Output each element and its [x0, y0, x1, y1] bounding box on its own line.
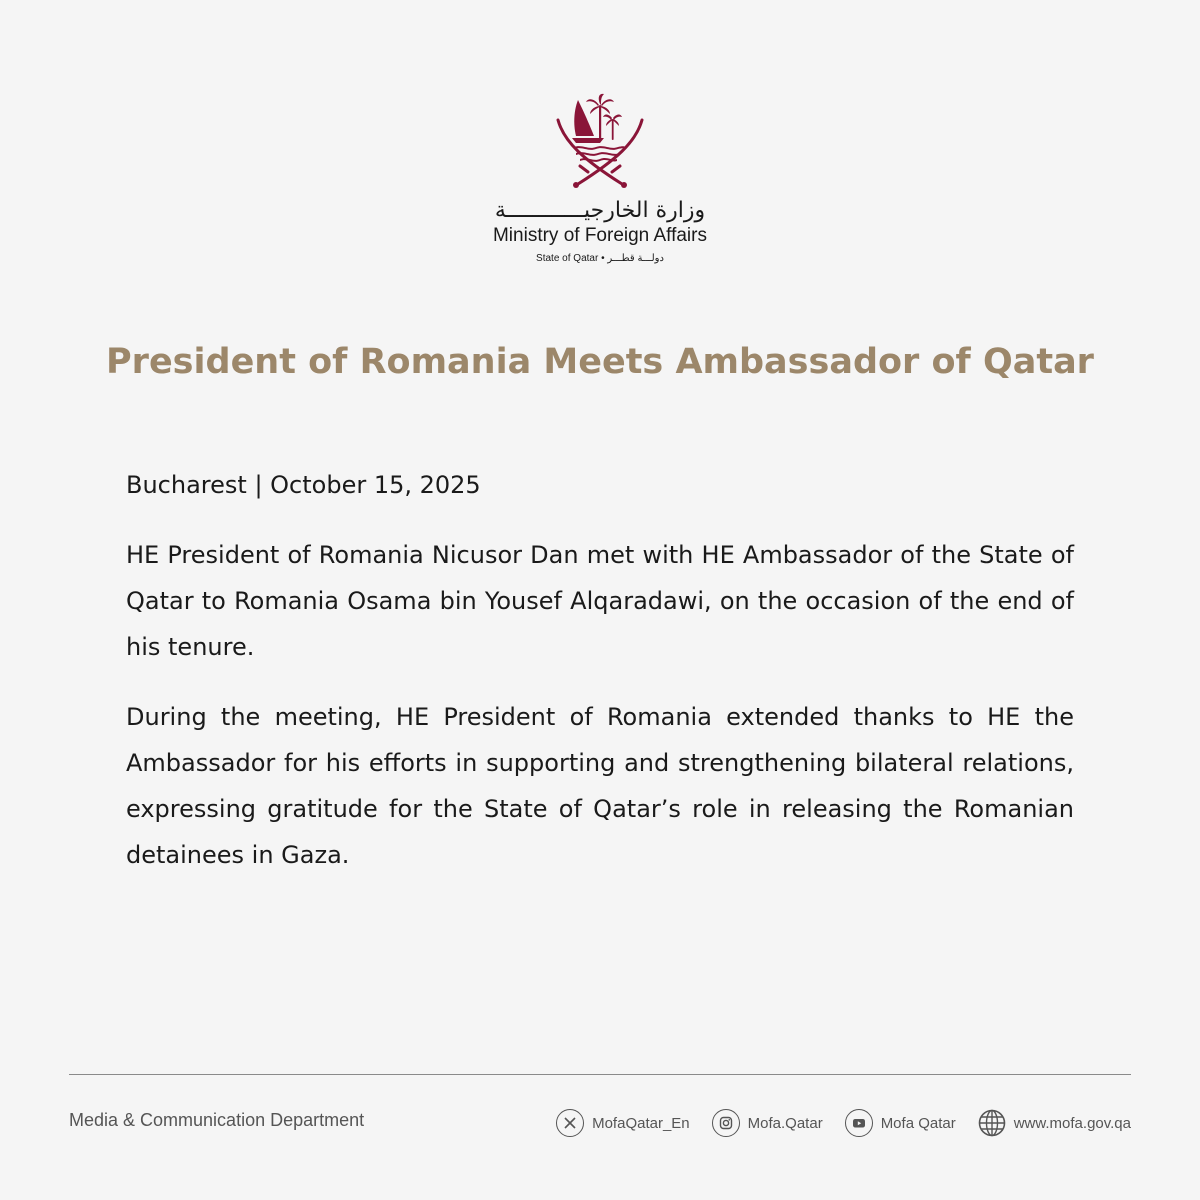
ministry-english-name: Ministry of Foreign Affairs — [492, 225, 707, 246]
globe-icon — [978, 1109, 1006, 1137]
state-emblem-icon — [550, 90, 650, 190]
social-link-instagram[interactable] — [712, 1109, 823, 1137]
article-paragraph-2: During the meeting, HE President of Romania extended thanks to HE the Ambassador for his efforts in supporting and strengthening bilateral relations, expressing gratitude for the State of Qatar’s role in releasing the Romanian detainees in Gaza. — [126, 703, 1074, 869]
article-title: President of Romania Meets Ambassador of Qatar — [106, 342, 1094, 382]
footer-divider — [69, 1074, 1131, 1075]
social-link-x[interactable] — [556, 1109, 690, 1137]
ministry-arabic-name: وزارة الخارجيــــــــــــة — [494, 198, 706, 223]
social-label-x: MofaQatar_En — [592, 1114, 690, 1132]
social-label-website: www.mofa.gov.qa — [1013, 1114, 1131, 1132]
article-paragraph-1: HE President of Romania Nicusor Dan met with HE Ambassador of the State of Qatar to Romania Osama bin Yousef Alqaradawi, on the occasion of the end of his tenure. — [126, 541, 1074, 661]
social-link-youtube[interactable] — [845, 1109, 956, 1137]
social-label-youtube: Mofa Qatar — [880, 1114, 956, 1132]
article-dateline: Bucharest | October 15, 2025 — [126, 471, 481, 499]
x-icon — [556, 1109, 584, 1137]
instagram-icon — [712, 1109, 740, 1137]
youtube-icon — [845, 1109, 873, 1137]
social-links — [534, 1109, 1131, 1137]
social-link-website[interactable] — [978, 1109, 1131, 1137]
social-label-instagram: Mofa.Qatar — [747, 1114, 823, 1132]
article-body — [126, 462, 1074, 902]
state-of-qatar-line: State of Qatar • دولـــة قطـــر — [536, 253, 664, 264]
ministry-logo — [0, 90, 1200, 264]
department-name: Media & Communication Department — [69, 1110, 365, 1130]
